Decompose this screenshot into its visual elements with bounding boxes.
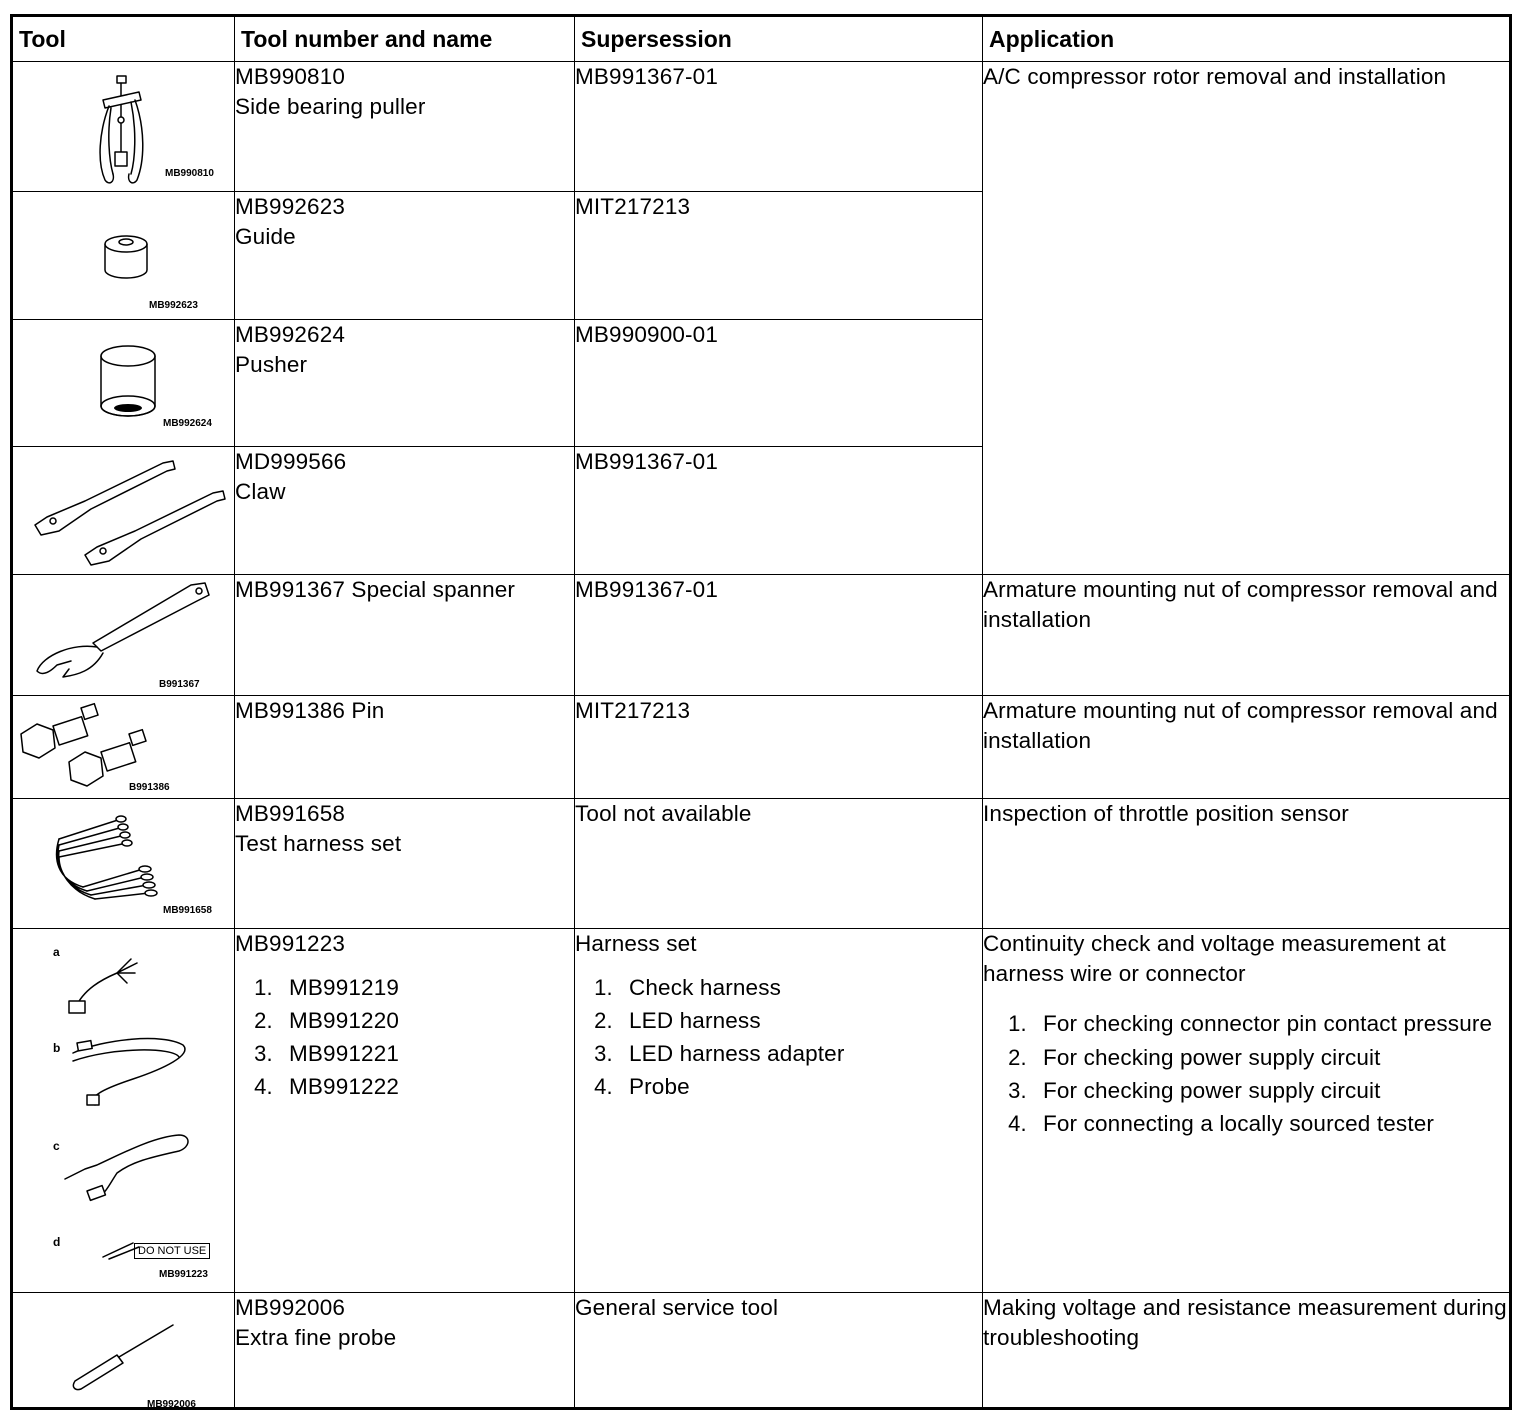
image-label-d: d [53, 1235, 61, 1249]
header-supersession: Supersession [575, 16, 983, 62]
list-item: 2. LED harness [619, 1004, 982, 1037]
header-row [12, 16, 1511, 62]
table-row [12, 799, 1511, 929]
image-caption: MB990810 [165, 168, 214, 179]
tool-image-cell [12, 192, 235, 320]
list-item: 2. For checking power supply circuit [1033, 1041, 1509, 1074]
list-item: 4. MB991222 [279, 1070, 574, 1103]
tool-image-cell [12, 447, 235, 575]
table-row [12, 575, 1511, 696]
image-caption: MB991658 [163, 905, 212, 916]
supersession-cell: MB990900-01 [575, 320, 983, 447]
tool-number-name-cell [235, 1293, 575, 1409]
supersession-cell: MIT217213 [575, 696, 983, 799]
application-cell: Making voltage and resistance measurement during troubleshooting [983, 1293, 1511, 1409]
image-caption: B991367 [159, 679, 200, 690]
tool-name: Pusher [235, 352, 308, 377]
tool-name: Test harness set [235, 831, 402, 856]
do-not-use-label: DO NOT USE [134, 1243, 210, 1259]
tool-number-name-cell [235, 62, 575, 192]
harness-set-icon [13, 929, 235, 1293]
application-cell: A/C compressor rotor removal and installation [983, 62, 1511, 575]
supersession-cell: MB991367-01 [575, 447, 983, 575]
tool-number-name-cell [235, 447, 575, 575]
tool-number: MB992006 [235, 1295, 346, 1320]
tool-name: Extra fine probe [235, 1325, 397, 1350]
image-caption: MB992623 [149, 300, 198, 311]
tool-number: MB992624 [235, 322, 346, 347]
list-item: 3. For checking power supply circuit [1033, 1074, 1509, 1107]
image-caption: MB992006 [147, 1399, 196, 1410]
special-spanner-icon [13, 575, 235, 696]
tool-number-name-cell [235, 929, 575, 1293]
guide-icon [13, 192, 235, 320]
tool-number-name-cell: MB991386 Pin [235, 696, 575, 799]
table-row [12, 1293, 1511, 1409]
image-label-c: c [53, 1139, 60, 1153]
supersession-items-list [575, 971, 982, 1103]
tool-image-cell [12, 62, 235, 192]
tool-image-cell [12, 929, 235, 1293]
tool-number: MD999566 [235, 449, 347, 474]
application-cell [983, 929, 1511, 1293]
application-items-list [983, 1009, 1509, 1140]
application-title: Continuity check and voltage measurement at harness wire or connector [983, 931, 1446, 986]
tool-name: Side bearing puller [235, 94, 426, 119]
tool-number: MB991658 [235, 801, 346, 826]
tool-name: Claw [235, 479, 286, 504]
list-item: 3. MB991221 [279, 1037, 574, 1070]
extra-fine-probe-icon [13, 1293, 235, 1417]
tool-image-cell [12, 320, 235, 447]
image-caption: MB991223 [159, 1269, 208, 1280]
tool-number-name-cell [235, 192, 575, 320]
table-row [12, 929, 1511, 1293]
list-item: 1. MB991219 [279, 971, 574, 1004]
supersession-cell: MB991367-01 [575, 62, 983, 192]
tool-image-cell [12, 575, 235, 696]
list-item: 2. MB991220 [279, 1004, 574, 1037]
tool-number: MB992623 [235, 194, 346, 219]
list-item: 3. LED harness adapter [619, 1037, 982, 1070]
tool-number: MB990810 [235, 64, 346, 89]
supersession-cell: MIT217213 [575, 192, 983, 320]
claw-icon [13, 447, 235, 575]
application-cell: Armature mounting nut of compressor removal and installation [983, 696, 1511, 799]
image-caption: B991386 [129, 782, 170, 793]
image-caption: MB992624 [163, 418, 212, 429]
supersession-cell: Tool not available [575, 799, 983, 929]
pin-icon [13, 696, 235, 799]
list-item: 4. For connecting a locally sourced tester [1033, 1107, 1509, 1140]
supersession-cell: General service tool [575, 1293, 983, 1409]
header-tool-number-name: Tool number and name [235, 16, 575, 62]
tool-number-name-cell: MB991367 Special spanner [235, 575, 575, 696]
application-cell: Armature mounting nut of compressor removal and installation [983, 575, 1511, 696]
tool-number-name-cell [235, 799, 575, 929]
tool-items-list [235, 971, 574, 1103]
supersession-cell [575, 929, 983, 1293]
header-tool: Tool [12, 16, 235, 62]
tool-image-cell [12, 696, 235, 799]
supersession-title: Harness set [575, 931, 697, 956]
special-tools-table [10, 14, 1512, 1410]
tool-name: Guide [235, 224, 296, 249]
tool-image-cell [12, 1293, 235, 1409]
supersession-cell: MB991367-01 [575, 575, 983, 696]
header-application: Application [983, 16, 1511, 62]
tool-number-name-cell [235, 320, 575, 447]
list-item: 4. Probe [619, 1070, 982, 1103]
table-row [12, 696, 1511, 799]
image-label-b: b [53, 1041, 61, 1055]
list-item: 1. Check harness [619, 971, 982, 1004]
tool-image-cell [12, 799, 235, 929]
image-label-a: a [53, 945, 60, 959]
list-item: 1. For checking connector pin contact pressure [1033, 1009, 1509, 1039]
application-cell: Inspection of throttle position sensor [983, 799, 1511, 929]
table-row [12, 62, 1511, 192]
tool-number: MB991223 [235, 931, 346, 956]
